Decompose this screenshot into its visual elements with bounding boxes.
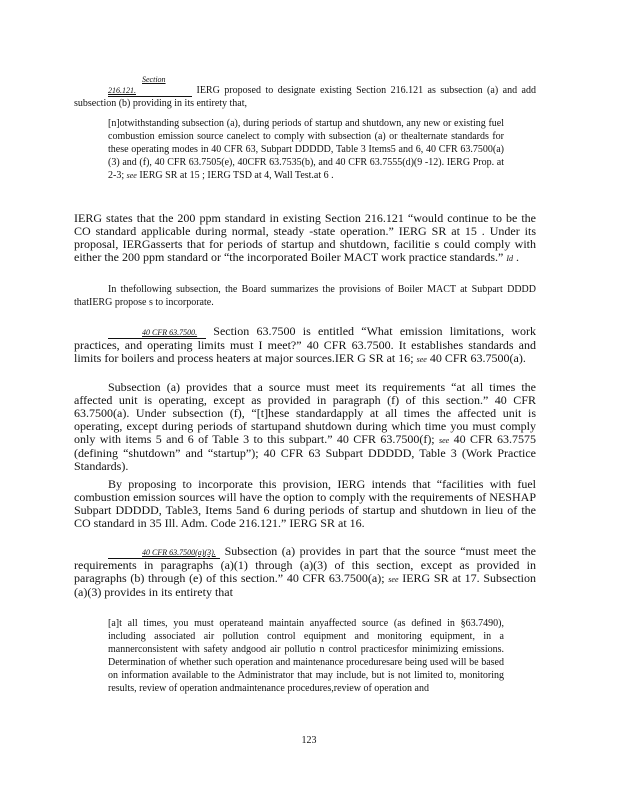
quote-text: [a]t all times, you must operateand maintain anyaffected source (as defined in §63.7490), including associated air pollution control equipment and monitoring equipment, in a mannerconsistent with safety andgood air pollutio n control practicesfor minimizing emissions. Determination of whether such operation and maintenance proceduresare being used will be based on information available to the Administrator that may include, but is not limited to, monitoring results, review of operation andmaintenance procedures,review of operation and [108,618,504,694]
section-heading: 40 CFR 63.7500(a)(3). [108,547,220,559]
paragraph-subsection-a-provides [74,381,536,473]
id-signal: Id [506,254,513,263]
block-quote-subsection-a-3 [108,617,504,695]
paragraph-text: IERG proposed to designate existing Section 216.121 as subsection (a) and add subsection (b) providing in its entirety that, [74,85,536,109]
paragraph-text: Subsection (a) provides in part that the source “must meet the requirements in paragraphs (a)(1) through (a)(3) of this section, except as provided in paragraphs (b) through (e) of this section.” 40 CFR 63.7500(a); [74,544,537,585]
see-signal: see [388,575,399,584]
section-heading: Section 216.121. [108,74,192,97]
paragraph-text: IERG states that the 200 ppm standard in existing Section 216.121 “would continue to be the CO standard applicable during normal, steady -state operation.” IERG SR at 15 . Under its proposal, IERGasserts that for periods of startup and shutdown, facilitie s could comply with either the 200 ppm standard or “the incorporated Boiler MACT work practice standards.” [74,211,536,264]
page-number: 123 [301,735,317,746]
paragraph-tail: IERG SR at 17. Subsection (a)(3) provides in its entirety that [74,571,537,599]
paragraph-text: In thefollowing subsection, the Board summarizes the provisions of Boiler MACT at Subpart DDDD thatIERG propose s to incorporate. [74,284,536,308]
paragraph-tail: 40 CFR 63.7500(a). [426,351,526,365]
quote-tail: IERG SR at 15 ; IERG TSD at 4, Wall Test.at 6 . [136,170,334,181]
quote-text: [n]otwithstanding subsection (a), during periods of startup and shutdown, any new or existing fuel combustion emission source canelect to comply with subsection (a) or thealternate standards for these operating modes in 40 CFR 63, Subpart DDDDD, Table 3 Items5 and 6, 40 CFR 63.7500(a)(3) and (f), 40 CFR 63.7505(e), 40CFR 63.7535(b), and 40 CFR 63.7555(d)(9 -12). IERG Prop. at 2-3; [108,118,504,181]
paragraph-text-continued: 40 CFR 63.7575 (defining “shutdown” and “startup”); 40 CFR 63 Subpart DDDDD, Table 3 (Work Practice Standards). [74,432,537,473]
see-signal: see [416,355,427,364]
paragraph-section-216-121 [74,74,536,110]
paragraph-by-proposing [74,478,536,530]
see-signal: see [126,171,137,180]
paragraph-following-subsection [74,283,536,309]
paragraph-text: Section 63.7500 is entitled “What emission limitations, work practices, and operating limits must I meet?” 40 CFR 63.7500. It establishes standards and limits for boilers and process heaters at major sources.IER G SR at 16; [74,324,537,365]
block-quote-proposed-subsection-b [108,117,504,182]
paragraph-ierg-states: IERG states that the 200 ppm standard in existing Section 216.121 “would continue to be the CO standard applicable during normal, steady -state operation.” IERG SR at 15 . Under its proposal, IERGasserts that for periods of startup and shutdown, facilitie s could comply with either the 200 ppm standard or “the incorporated Boiler MACT work practice standards.” Id . [74,211,536,264]
paragraph-text: By proposing to incorporate this provision, IERG intends that “facilities with fuel combustion emission sources will have the option to comply with the requirements of NESHAP Subpart DDDDD, Table3, Items 5and 6 during periods of startup and shutdown in lieu of the CO standard in 35 Ill. Adm. Code 216.121.” IERG SR at 16. [74,477,536,530]
see-signal: see [439,436,450,445]
paragraph-40-cfr-63-7500-a-3 [74,545,536,599]
paragraph-text: Subsection (a) provides that a source must meet its requirements “at all times the affected unit is operating, except as provided in paragraph (f) of this section.” 40 CFR 63.7500(a). Under subsection (f), “[t]hese standardapply at all times the affected unit is operating, except during periods of startupand shutdown during which time you must comply only with items 5 and 6 of Table 3 to this subpart.” 40 CFR 63.7500(f); [74,380,536,446]
paragraph-40-cfr-63-7500 [74,325,536,366]
section-heading: 40 CFR 63.7500. [108,327,206,339]
